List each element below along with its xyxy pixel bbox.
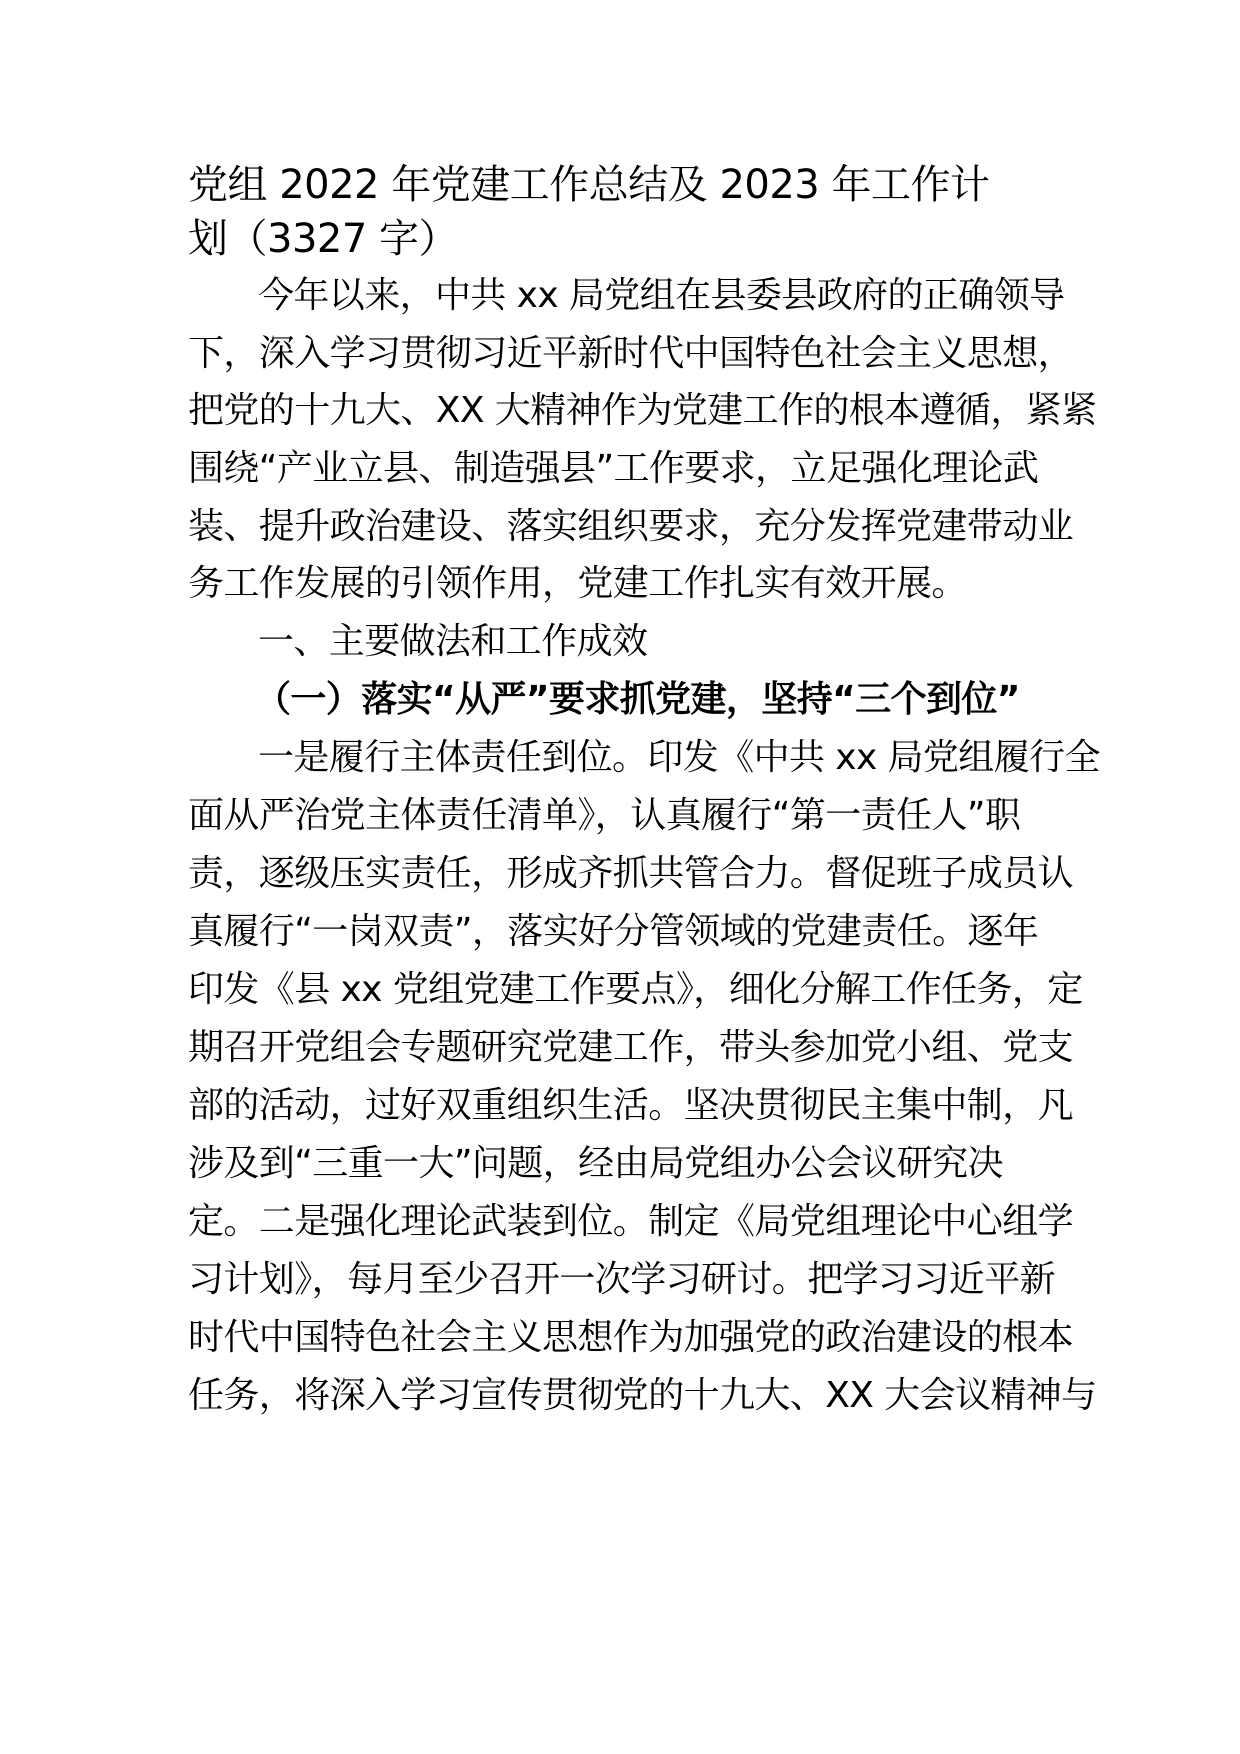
intro-paragraph-line: 今年以来，中共 xx 局党组在县委县政府的正确领导 bbox=[258, 275, 1065, 316]
section-heading: 一、主要做法和工作成效 bbox=[258, 621, 648, 662]
subsection-heading: （一）落实“从严”要求抓党建，坚持“三个到位” bbox=[255, 679, 1020, 720]
intro-paragraph-line: 围绕“产业立县、制造强县”工作要求，立足强化理论武 bbox=[188, 448, 1039, 489]
body-paragraph-line: 面从严治党主体责任清单》，认真履行“第一责任人”职 bbox=[188, 795, 1021, 836]
intro-paragraph-line: 装、提升政治建设、落实组织要求，充分发挥党建带动业 bbox=[188, 506, 1074, 547]
intro-paragraph-line: 下，深入学习贯彻习近平新时代中国特色社会主义思想， bbox=[188, 333, 1074, 374]
intro-paragraph-line: 务工作发展的引领作用，党建工作扎实有效开展。 bbox=[188, 563, 967, 604]
body-paragraph-line: 时代中国特色社会主义思想作为加强党的政治建设的根本 bbox=[188, 1317, 1074, 1358]
document-title-line-2: 划（3327 字） bbox=[188, 216, 459, 262]
body-paragraph-line: 定。二是强化理论武装到位。制定《局党组理论中心组学 bbox=[188, 1201, 1074, 1242]
body-paragraph-line: 部的活动，过好双重组织生活。坚决贯彻民主集中制，凡 bbox=[188, 1085, 1074, 1126]
body-paragraph-line: 期召开党组会专题研究党建工作，带头参加党小组、党支 bbox=[188, 1027, 1074, 1068]
body-paragraph-line: 习计划》，每月至少召开一次学习研讨。把学习习近平新 bbox=[188, 1259, 1056, 1300]
body-paragraph-line: 真履行“一岗双责”，落实好分管领域的党建责任。逐年 bbox=[188, 911, 1039, 952]
document-title-line-1: 党组 2022 年党建工作总结及 2023 年工作计 bbox=[188, 162, 990, 208]
body-paragraph-line: 责，逐级压实责任，形成齐抓共管合力。督促班子成员认 bbox=[188, 853, 1074, 894]
intro-paragraph-line: 把党的十九大、XX 大精神作为党建工作的根本遵循，紧紧 bbox=[188, 390, 1097, 431]
body-paragraph-line: 一是履行主体责任到位。印发《中共 xx 局党组履行全 bbox=[258, 737, 1100, 778]
body-paragraph-line: 印发《县 xx 党组党建工作要点》，细化分解工作任务，定 bbox=[188, 969, 1083, 1010]
body-paragraph-line: 任务，将深入学习宣传贯彻党的十九大、XX 大会议精神与 bbox=[188, 1375, 1097, 1416]
body-paragraph-line: 涉及到“三重一大”问题，经由局党组办公会议研究决 bbox=[188, 1143, 1003, 1184]
